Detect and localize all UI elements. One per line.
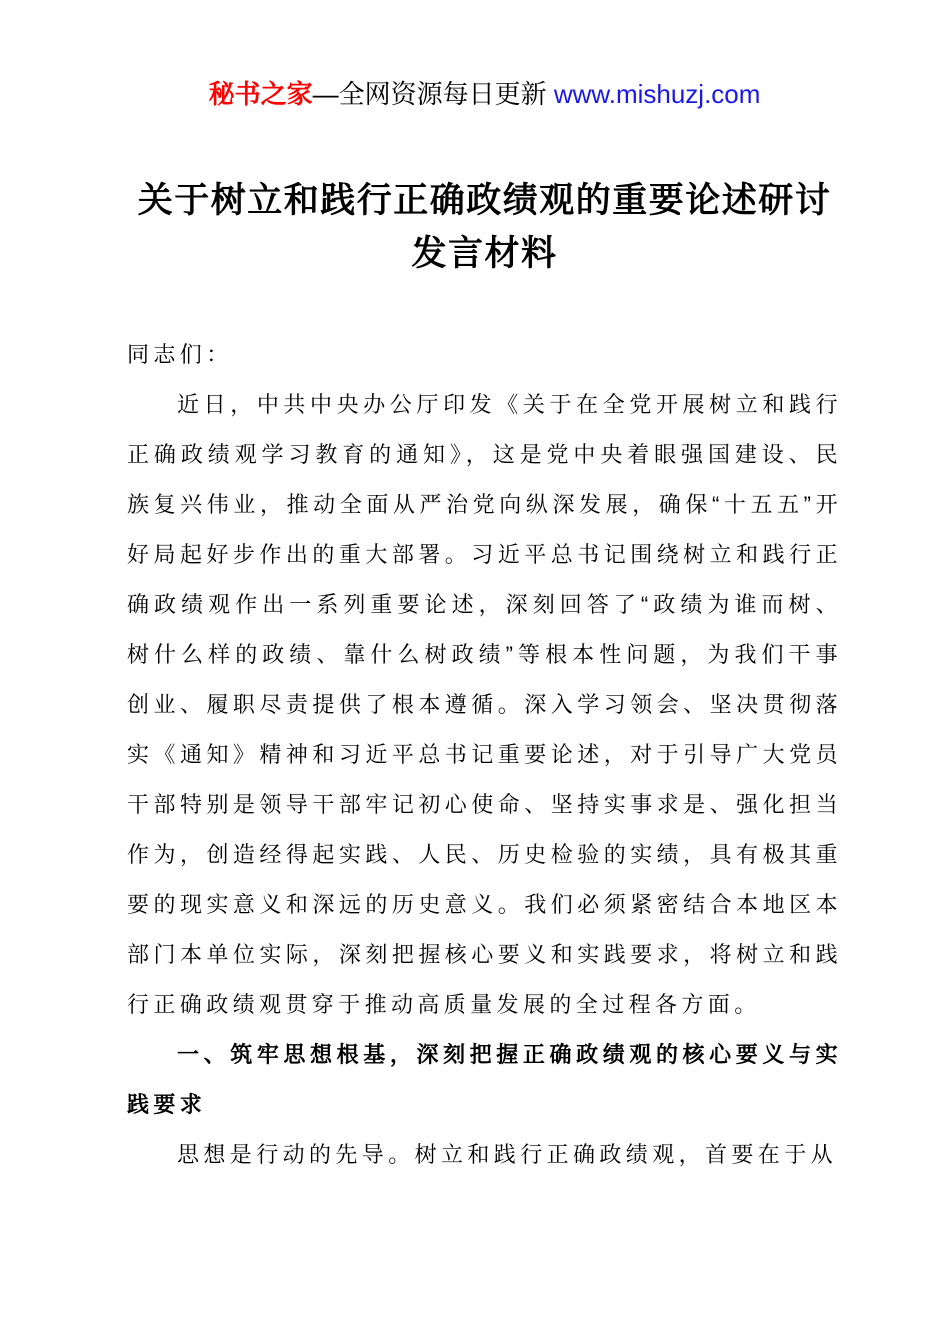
document-body	[127, 330, 842, 1180]
paragraph-intro: 近日，中共中央办公厅印发《关于在全党开展树立和践行正确政绩观学习教育的通知》，这是党中央着眼强国建设、民族复兴伟业，推动全面从严治党向纵深发展，确保“十五五”开好局起好步作出的重大部署。习近平总书记围绕树立和践行正确政绩观作出一系列重要论述，深刻回答了“政绩为谁而树、树什么样的政绩、靠什么树政绩”等根本性问题，为我们干事创业、履职尽责提供了根本遵循。深入学习领会、坚决贯彻落实《通知》精神和习近平总书记重要论述，对于引导广大党员干部特别是领导干部牢记初心使命、坚持实事求是、强化担当作为，创造经得起实践、人民、历史检验的实绩，具有极其重要的现实意义和深远的历史意义。我们必须紧密结合本地区本部门本单位实际，深刻把握核心要义和实践要求，将树立和践行正确政绩观贯穿于推动高质量发展的全过程各方面。	[127, 392, 842, 1017]
site-url-link[interactable]: www.mishuzj.com	[553, 79, 761, 109]
page-header	[127, 76, 842, 112]
site-tagline: —全网资源每日更新	[312, 79, 554, 109]
salutation: 同志们：	[127, 342, 233, 367]
paragraph-section-1-opening: 思想是行动的先导。树立和践行正确政绩观，首要在于从	[177, 1142, 838, 1167]
section-1-heading: 一、筑牢思想根基，深刻把握正确政绩观的核心要义与实践要求	[127, 1042, 842, 1117]
site-brand: 秘书之家	[208, 79, 313, 109]
document-title: 关于树立和践行正确政绩观的重要论述研讨发言材料	[137, 181, 832, 273]
